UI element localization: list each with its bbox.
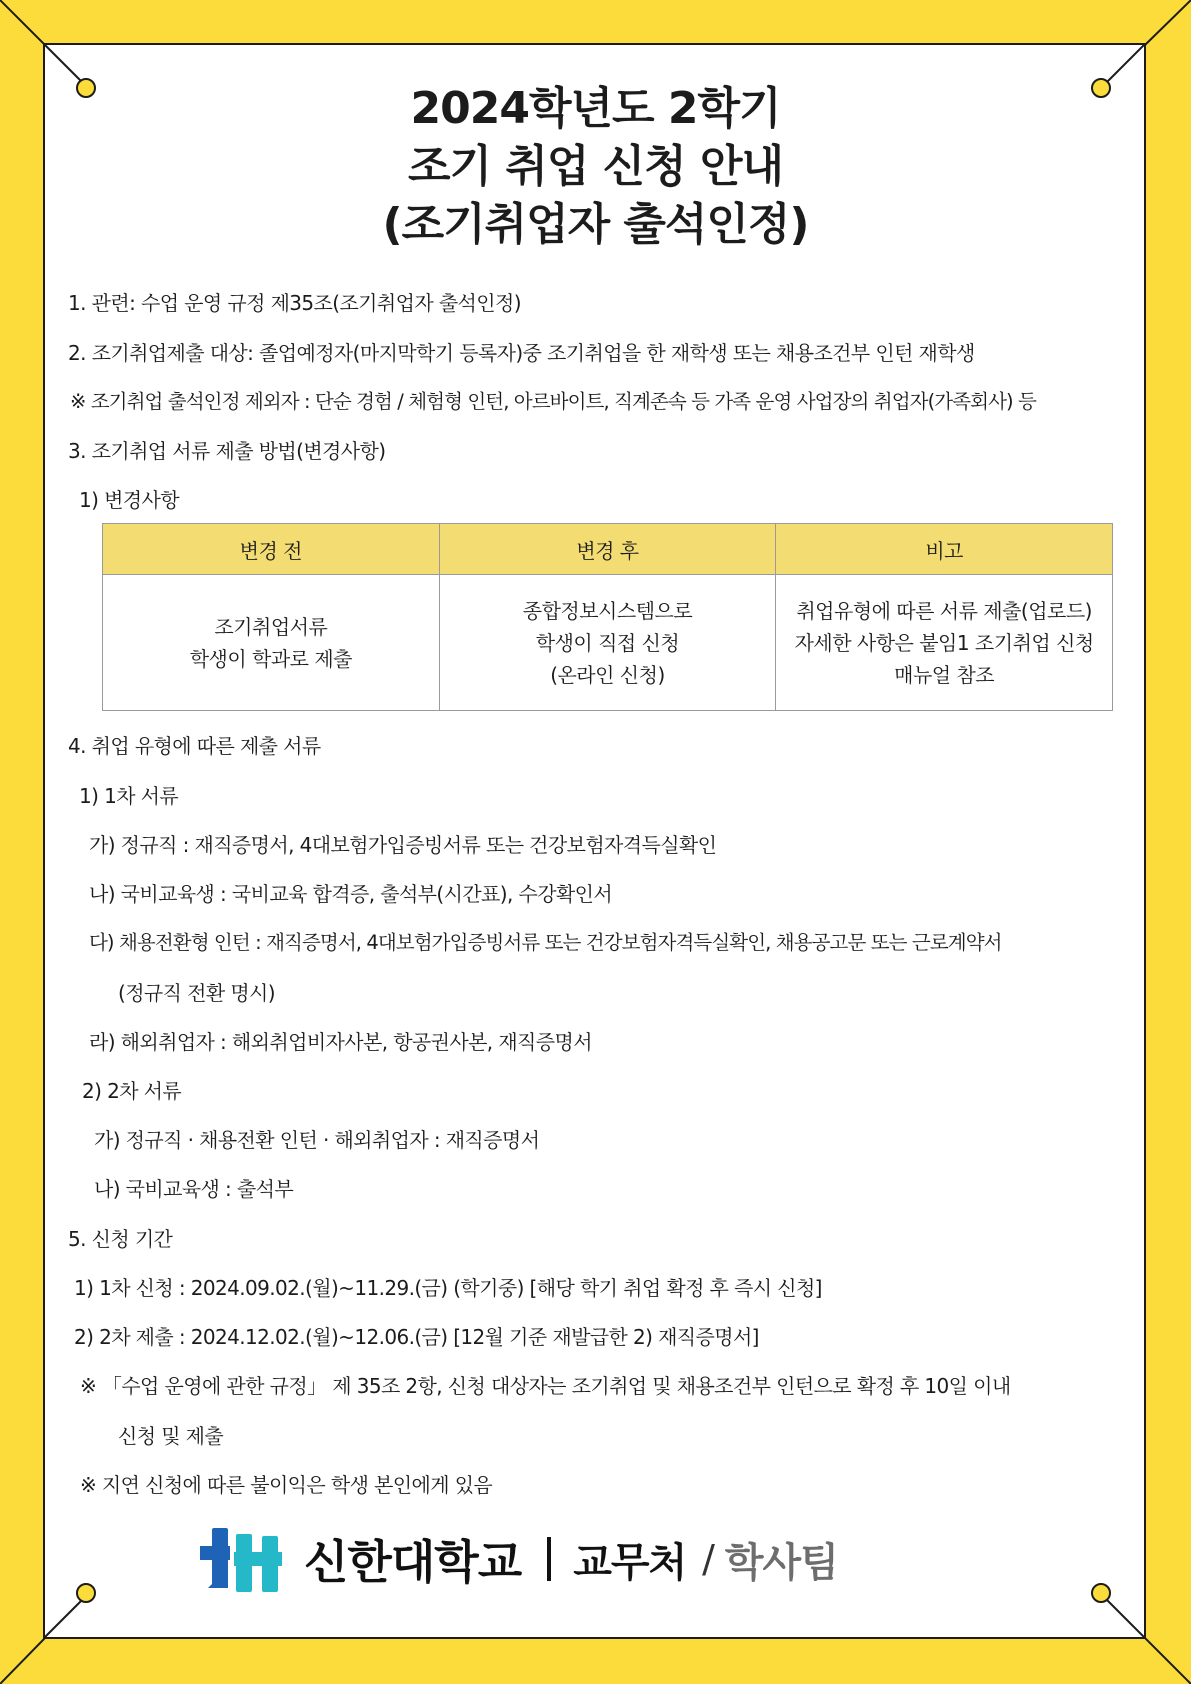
university-name: 신한대학교: [304, 1535, 522, 1589]
period-first: 1) 1차 신청 : 2024.09.02.(월)~11.29.(금) (학기중) [해당 학기 취업 확정 후 즉시 신청]: [74, 1276, 822, 1300]
table-cell-remarks: 취업유형에 따른 서류 제출(업로드) 자세한 사항은 붙임1 조기취업 신청 매뉴얼 참조: [776, 575, 1113, 711]
section-3-sub-changes: 1) 변경사항: [79, 488, 179, 512]
note-late: ※ 지연 신청에 따른 불이익은 학생 본인에게 있음: [80, 1473, 493, 1497]
table-header-remarks: 비고: [776, 524, 1113, 575]
first-docs-regular: 가) 정규직 : 재직증명서, 4대보험가입증빙서류 또는 건강보험자격득실확인: [89, 833, 717, 857]
table-cell-after: 종합정보시스템으로 학생이 직접 신청 (온라인 신청): [439, 575, 776, 711]
first-docs-overseas: 라) 해외취업자 : 해외취업비자사본, 항공권사본, 재직증명서: [89, 1030, 592, 1054]
section-1-related: 1. 관련: 수업 운영 규정 제35조(조기취업자 출석인정): [68, 291, 521, 315]
section-2-target: 2. 조기취업제출 대상: 졸업예정자(마지막학기 등록자)중 조기취업을 한 재학생 또는 채용조건부 인턴 재학생: [68, 341, 975, 365]
title-line-2: 조기 취업 신청 안내: [408, 141, 783, 192]
section-5-period: 5. 신청 기간: [68, 1227, 173, 1251]
title-line-3: (조기취업자 출석인정): [382, 199, 809, 250]
second-docs-employed: 가) 정규직 · 채용전환 인턴 · 해외취업자 : 재직증명서: [94, 1128, 540, 1152]
team-name: 학사팀: [724, 1539, 838, 1586]
office-name: 교무처: [573, 1539, 687, 1586]
corner-pin-bottom-right: [1091, 1583, 1111, 1603]
first-docs-heading: 1) 1차 서류: [79, 784, 179, 808]
first-docs-intern-cont: (정규직 전환 명시): [118, 981, 275, 1005]
footer-slash: /: [702, 1537, 715, 1581]
note-rule: ※ 「수업 운영에 관한 규정」 제 35조 2항, 신청 대상자는 조기취업 및 채용조건부 인턴으로 확정 후 10일 이내: [80, 1374, 1011, 1398]
footer-brand: [200, 1524, 990, 1594]
period-second: 2) 2차 제출 : 2024.12.02.(월)~12.06.(금) [12월 기준 재발급한 2) 재직증명서]: [74, 1325, 759, 1349]
note-rule-cont: 신청 및 제출: [118, 1424, 224, 1448]
table-cell-before: 조기취업서류 학생이 학과로 제출: [103, 575, 440, 711]
footer-divider: [547, 1537, 551, 1581]
corner-pin-bottom-left: [76, 1583, 96, 1603]
second-docs-heading: 2) 2차 서류: [82, 1079, 182, 1103]
note-exclusion: ※ 조기취업 출석인정 제외자 : 단순 경험 / 체험형 인턴, 아르바이트, 직계존속 등 가족 운영 사업장의 취업자(가족회사) 등: [70, 390, 1036, 413]
changes-table: [102, 523, 1113, 711]
title-line-1: 2024학년도 2학기: [410, 83, 781, 134]
table-header-before: 변경 전: [103, 524, 440, 575]
first-docs-intern: 다) 채용전환형 인턴 : 재직증명서, 4대보험가입증빙서류 또는 건강보험자격득실확인, 채용공고문 또는 근로계약서: [89, 931, 1002, 954]
section-4-documents: 4. 취업 유형에 따른 제출 서류: [68, 734, 321, 758]
section-3-method: 3. 조기취업 서류 제출 방법(변경사항): [68, 439, 386, 463]
second-docs-trainee: 나) 국비교육생 : 출석부: [94, 1177, 294, 1201]
first-docs-trainee: 나) 국비교육생 : 국비교육 합격증, 출석부(시간표), 수강확인서: [89, 882, 613, 906]
page-title: [0, 80, 1191, 254]
table-header-after: 변경 후: [439, 524, 776, 575]
university-logo-icon: [200, 1526, 282, 1592]
